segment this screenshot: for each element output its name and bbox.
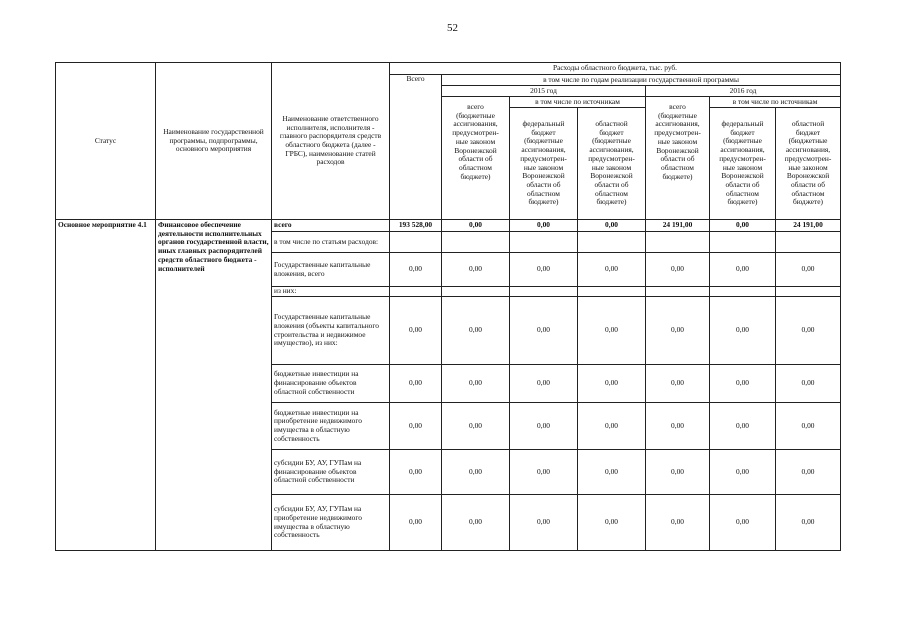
value-total-2016: 0,00 bbox=[646, 495, 710, 551]
value-total-2015 bbox=[442, 232, 510, 253]
value-total-2015: 0,00 bbox=[442, 495, 510, 551]
value-federal-2016: 0,00 bbox=[710, 297, 776, 365]
row-label: всего bbox=[272, 220, 390, 232]
table-header bbox=[56, 63, 841, 220]
header-by-years: в том числе по годам реализации государственной программы bbox=[442, 75, 841, 86]
header-total-2016: всего (бюджетные ассигнования, предусмотрен- ные законом Воронежской области об областном бюджете) bbox=[646, 97, 710, 220]
value-federal-2015: 0,00 bbox=[510, 253, 578, 287]
header-federal-2015: федеральный бюджет (бюджетные ассигнования, предусмотрен- ные законом Воронежской области об областном бюджете) bbox=[510, 108, 578, 220]
value-regional-2016: 0,00 bbox=[776, 495, 841, 551]
value-regional-2016: 0,00 bbox=[776, 450, 841, 495]
value-federal-2015: 0,00 bbox=[510, 495, 578, 551]
value-total-2016: 0,00 bbox=[646, 450, 710, 495]
value-total-2015: 0,00 bbox=[442, 450, 510, 495]
value-regional-2015: 0,00 bbox=[578, 450, 646, 495]
value-total-2015: 0,00 bbox=[442, 253, 510, 287]
table-body bbox=[56, 220, 841, 551]
header-year-2015: 2015 год bbox=[442, 86, 646, 97]
value-regional-2016: 24 191,00 bbox=[776, 220, 841, 232]
header-total-2015: всего (бюджетные ассигнования, предусмотрен- ные законом Воронежской области об областном бюджете) bbox=[442, 97, 510, 220]
header-program-name: Наименование государственной программы, подпрограммы, основного мероприятия bbox=[156, 63, 272, 220]
value-federal-2016: 0,00 bbox=[710, 253, 776, 287]
row-label: Государственные капитальные вложения, всего bbox=[272, 253, 390, 287]
header-expenses-title: Расходы областного бюджета, тыс. руб. bbox=[390, 63, 841, 75]
row-label: из них: bbox=[272, 287, 390, 297]
value-federal-2015: 0,00 bbox=[510, 365, 578, 403]
value-regional-2015: 0,00 bbox=[578, 403, 646, 450]
value-regional-2015: 0,00 bbox=[578, 220, 646, 232]
value-regional-2015 bbox=[578, 287, 646, 297]
header-regional-2016: областной бюджет (бюджетные ассигнования, предусмотрен- ные законом Воронежской области об областном бюджете) bbox=[776, 108, 841, 220]
value-total-2016 bbox=[646, 232, 710, 253]
value-total-2016: 0,00 bbox=[646, 365, 710, 403]
value-regional-2016: 0,00 bbox=[776, 297, 841, 365]
header-year-2016: 2016 год bbox=[646, 86, 841, 97]
row-label: субсидии БУ, АУ, ГУПам на финансирование объектов областной собственности bbox=[272, 450, 390, 495]
value-total: 0,00 bbox=[390, 450, 442, 495]
value-regional-2016 bbox=[776, 232, 841, 253]
value-regional-2016: 0,00 bbox=[776, 403, 841, 450]
value-total bbox=[390, 232, 442, 253]
header-by-sources-2015: в том числе по источникам bbox=[510, 97, 646, 108]
value-federal-2016: 0,00 bbox=[710, 450, 776, 495]
header-regional-2015: областной бюджет (бюджетные ассигнования, предусмотрен- ные законом Воронежской области об областном бюджете) bbox=[578, 108, 646, 220]
page-number: 52 bbox=[447, 22, 458, 34]
value-federal-2015 bbox=[510, 287, 578, 297]
row-label: в том числе по статьям расходов: bbox=[272, 232, 390, 253]
value-regional-2015 bbox=[578, 232, 646, 253]
value-total-2015: 0,00 bbox=[442, 403, 510, 450]
header-responsible-executor: Наименование ответственного исполнителя, исполнителя - главного распорядителя средств областного бюджета (далее - ГРБС), наименование статей расходов bbox=[272, 63, 390, 220]
value-total-2015: 0,00 bbox=[442, 297, 510, 365]
row-label: бюджетные инвестиции на финансирование объектов областной собственности bbox=[272, 365, 390, 403]
value-regional-2016: 0,00 bbox=[776, 253, 841, 287]
value-total-2015: 0,00 bbox=[442, 365, 510, 403]
value-total: 0,00 bbox=[390, 403, 442, 450]
value-total-2016 bbox=[646, 287, 710, 297]
value-federal-2016 bbox=[710, 232, 776, 253]
value-federal-2016: 0,00 bbox=[710, 365, 776, 403]
value-federal-2016 bbox=[710, 287, 776, 297]
value-regional-2016 bbox=[776, 287, 841, 297]
value-federal-2015 bbox=[510, 232, 578, 253]
header-by-sources-2016: в том числе по источникам bbox=[710, 97, 841, 108]
value-total-2015: 0,00 bbox=[442, 220, 510, 232]
activity-name: Финансовое обеспечение деятельности исполнительных органов государственной власти, иных главных распорядителей средств областного бюджета - исполнителей bbox=[156, 220, 272, 551]
value-regional-2015: 0,00 bbox=[578, 297, 646, 365]
table-row bbox=[56, 220, 841, 232]
header-total: Всего bbox=[390, 75, 442, 220]
value-federal-2016: 0,00 bbox=[710, 495, 776, 551]
value-federal-2016: 0,00 bbox=[710, 220, 776, 232]
value-total: 0,00 bbox=[390, 365, 442, 403]
value-regional-2015: 0,00 bbox=[578, 253, 646, 287]
value-total-2016: 0,00 bbox=[646, 297, 710, 365]
value-total-2016: 0,00 bbox=[646, 253, 710, 287]
row-label: Государственные капитальные вложения (объекты капитального строительства и недвижимое имущество), из них: bbox=[272, 297, 390, 365]
header-federal-2016: федеральный бюджет (бюджетные ассигнования, предусмотрен- ные законом Воронежской области об областном бюджете) bbox=[710, 108, 776, 220]
value-federal-2015: 0,00 bbox=[510, 220, 578, 232]
value-total-2016: 24 191,00 bbox=[646, 220, 710, 232]
activity-status: Основное мероприятие 4.1 bbox=[56, 220, 156, 551]
row-label: бюджетные инвестиции на приобретение недвижимого имущества в областную собственность bbox=[272, 403, 390, 450]
value-regional-2015: 0,00 bbox=[578, 495, 646, 551]
row-label: субсидии БУ, АУ, ГУПам на приобретение недвижимого имущества в областную собственность bbox=[272, 495, 390, 551]
value-federal-2015: 0,00 bbox=[510, 403, 578, 450]
value-federal-2016: 0,00 bbox=[710, 403, 776, 450]
value-regional-2016: 0,00 bbox=[776, 365, 841, 403]
value-federal-2015: 0,00 bbox=[510, 450, 578, 495]
value-total: 193 528,00 bbox=[390, 220, 442, 232]
value-total: 0,00 bbox=[390, 297, 442, 365]
value-total: 0,00 bbox=[390, 253, 442, 287]
value-regional-2015: 0,00 bbox=[578, 365, 646, 403]
value-total: 0,00 bbox=[390, 495, 442, 551]
value-total-2016: 0,00 bbox=[646, 403, 710, 450]
budget-table bbox=[55, 62, 841, 551]
value-total-2015 bbox=[442, 287, 510, 297]
header-status: Статус bbox=[56, 63, 156, 220]
value-total bbox=[390, 287, 442, 297]
value-federal-2015: 0,00 bbox=[510, 297, 578, 365]
